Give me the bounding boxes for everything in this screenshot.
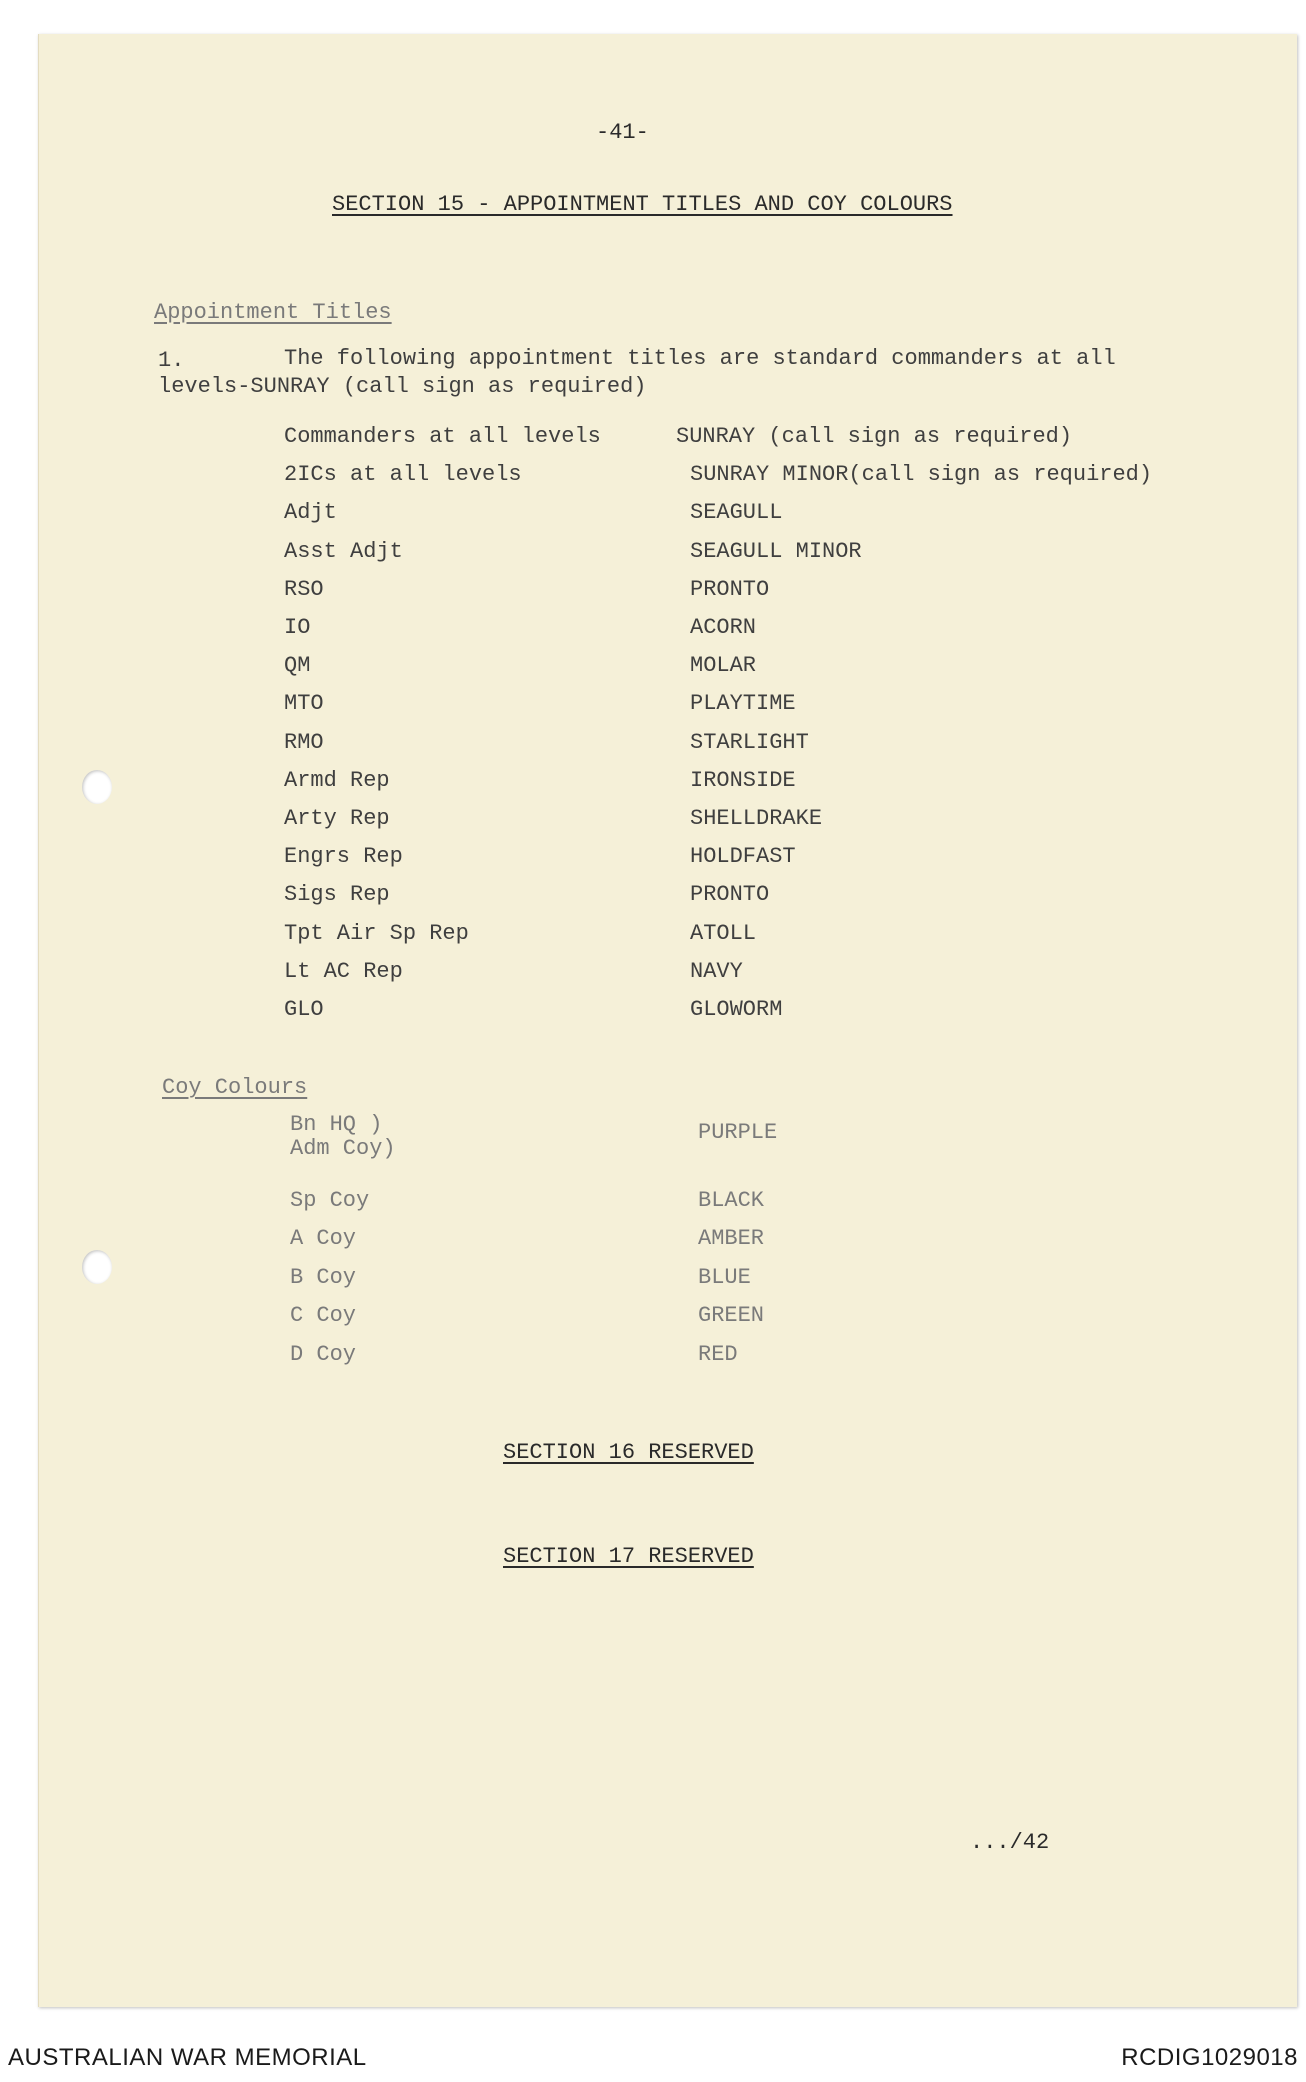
appointment-callsign: IRONSIDE (690, 768, 796, 793)
appointment-callsign: SUNRAY (call sign as required) (676, 424, 1073, 449)
appointment-role: Asst Adjt (284, 539, 403, 564)
appointment-role: Tpt Air Sp Rep (284, 921, 469, 946)
coy-colours-heading: Coy Colours (162, 1075, 308, 1100)
appointment-callsign: GLOWORM (690, 997, 783, 1022)
appointment-role: Lt AC Rep (284, 959, 403, 984)
coy-colour: GREEN (698, 1303, 765, 1328)
appointment-role: MTO (284, 691, 324, 716)
page-number: -41- (596, 120, 649, 145)
coy-colour: BLACK (698, 1188, 765, 1213)
coy-colour: AMBER (698, 1226, 765, 1251)
section-16-heading: SECTION 16 RESERVED (503, 1440, 754, 1465)
appointment-callsign: NAVY (690, 959, 743, 984)
footer-record-id: RCDIG1029018 (1121, 2044, 1298, 2071)
appointment-role: GLO (284, 997, 324, 1022)
coy-group-line-1: Bn HQ ) (290, 1112, 383, 1137)
paragraph-line-2: levels-SUNRAY (call sign as required) (158, 374, 647, 399)
section-title: SECTION 15 - APPOINTMENT TITLES AND COY COLOURS (332, 192, 953, 217)
appointment-callsign: STARLIGHT (690, 730, 809, 755)
appointment-role: 2ICs at all levels (284, 462, 522, 487)
appointment-role: Adjt (284, 500, 337, 525)
punch-hole-lower (82, 1250, 112, 1284)
appointment-callsign: PRONTO (690, 577, 770, 602)
appointment-callsign: ACORN (690, 615, 757, 640)
coy-colour: RED (698, 1342, 738, 1367)
appointment-callsign: PLAYTIME (690, 691, 796, 716)
appointment-role: Sigs Rep (284, 882, 390, 907)
coy-colour: BLUE (698, 1265, 751, 1290)
paragraph-number: 1. (158, 348, 185, 373)
coy-name: Sp Coy (290, 1188, 370, 1213)
appointment-role: Commanders at all levels (284, 424, 601, 449)
paragraph-line-1: The following appointment titles are standard commanders at all (284, 346, 1116, 371)
section-17-heading: SECTION 17 RESERVED (503, 1544, 754, 1569)
appointment-role: Armd Rep (284, 768, 390, 793)
appointment-role: RMO (284, 730, 324, 755)
appointment-callsign: PRONTO (690, 882, 770, 907)
appointment-callsign: ATOLL (690, 921, 757, 946)
appointment-role: IO (284, 615, 311, 640)
punch-hole-upper (82, 770, 112, 804)
document-page (38, 34, 1297, 2007)
coy-name: D Coy (290, 1342, 357, 1367)
appointment-callsign: HOLDFAST (690, 844, 796, 869)
appointment-callsign: SEAGULL (690, 500, 783, 525)
appointment-callsign: MOLAR (690, 653, 757, 678)
coy-name: A Coy (290, 1226, 357, 1251)
coy-name: C Coy (290, 1303, 357, 1328)
appointment-titles-heading: Appointment Titles (154, 300, 392, 325)
coy-group-line-2: Adm Coy) (290, 1136, 396, 1161)
appointment-role: Engrs Rep (284, 844, 403, 869)
appointment-callsign: SUNRAY MINOR(call sign as required) (690, 462, 1153, 487)
footer-institution: AUSTRALIAN WAR MEMORIAL (8, 2044, 367, 2071)
appointment-role: RSO (284, 577, 324, 602)
coy-name: B Coy (290, 1265, 357, 1290)
continuation-marker: .../42 (970, 1830, 1050, 1855)
coy-group-colour: PURPLE (698, 1120, 778, 1145)
appointment-callsign: SHELLDRAKE (690, 806, 823, 831)
appointment-role: Arty Rep (284, 806, 390, 831)
appointment-callsign: SEAGULL MINOR (690, 539, 862, 564)
appointment-role: QM (284, 653, 311, 678)
